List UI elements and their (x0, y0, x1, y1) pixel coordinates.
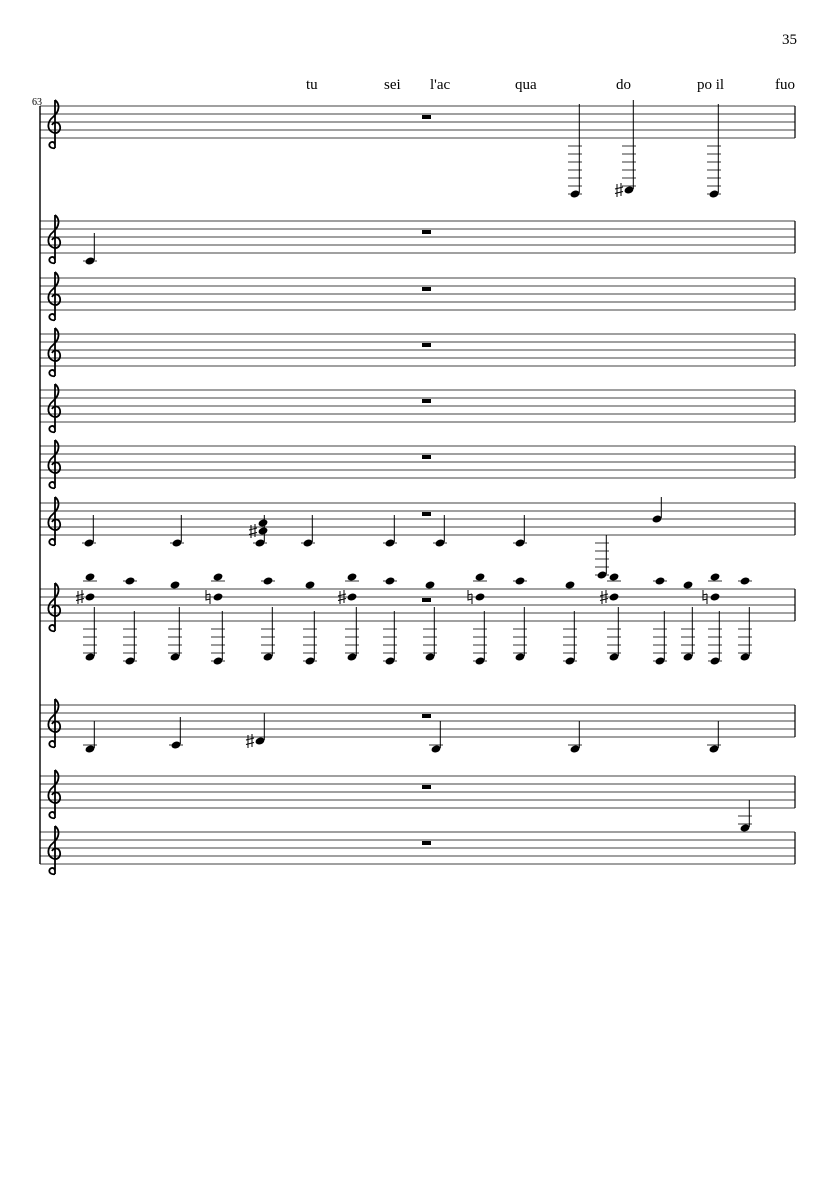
whole-rest (422, 115, 431, 119)
staff (40, 583, 795, 631)
treble-clef (48, 384, 60, 432)
staff (40, 215, 795, 263)
lyric-syllable: do (616, 77, 631, 93)
notehead (475, 572, 486, 581)
notehead (170, 580, 181, 589)
notehead (305, 580, 316, 589)
whole-rest (422, 785, 431, 789)
staff (40, 272, 795, 320)
whole-rest (422, 343, 431, 347)
lyric-syllable: tu (306, 77, 318, 93)
treble-clef (48, 699, 60, 747)
treble-clef (48, 440, 60, 488)
notehead (213, 572, 224, 581)
treble-clef (48, 215, 60, 263)
notehead (258, 518, 269, 527)
notehead (85, 572, 96, 581)
whole-rest (422, 841, 431, 845)
measure-number: 63 (32, 97, 42, 108)
treble-clef (48, 328, 60, 376)
treble-clef (48, 826, 60, 874)
staff (40, 440, 795, 488)
notehead (609, 572, 620, 581)
whole-rest (422, 399, 431, 403)
treble-clef (48, 497, 60, 545)
staff (40, 699, 795, 747)
notehead (683, 580, 694, 589)
whole-rest (422, 287, 431, 291)
whole-rest (422, 512, 431, 516)
sharp-accidental (615, 183, 623, 197)
whole-rest (422, 455, 431, 459)
notehead (347, 592, 358, 601)
page-number: 35 (782, 32, 797, 48)
whole-rest (422, 598, 431, 602)
notehead (425, 580, 436, 589)
whole-rest (422, 230, 431, 234)
lyric-syllable: fuo (775, 77, 795, 93)
lyric-syllable: l'ac (430, 77, 451, 93)
notehead (710, 572, 721, 581)
lyric-syllable: po il (697, 77, 725, 93)
sharp-accidental (246, 734, 254, 748)
whole-rest (422, 714, 431, 718)
staff (40, 770, 795, 818)
staff (40, 826, 795, 874)
notehead (475, 592, 486, 601)
notehead (347, 572, 358, 581)
notehead (258, 526, 269, 535)
notehead (710, 592, 721, 601)
staves-group (40, 100, 795, 874)
staff (40, 328, 795, 376)
sharp-accidental (249, 524, 257, 538)
lyric-syllable: qua (515, 77, 537, 93)
notehead (85, 592, 96, 601)
treble-clef (48, 272, 60, 320)
staff (40, 497, 795, 545)
notehead (213, 592, 224, 601)
lyric-syllable: sei (384, 77, 401, 93)
notes-group (76, 100, 752, 833)
notehead (609, 592, 620, 601)
staff (40, 100, 795, 148)
treble-clef (48, 100, 60, 148)
notehead (565, 580, 576, 589)
treble-clef (48, 583, 60, 631)
treble-clef (48, 770, 60, 818)
staff (40, 384, 795, 432)
